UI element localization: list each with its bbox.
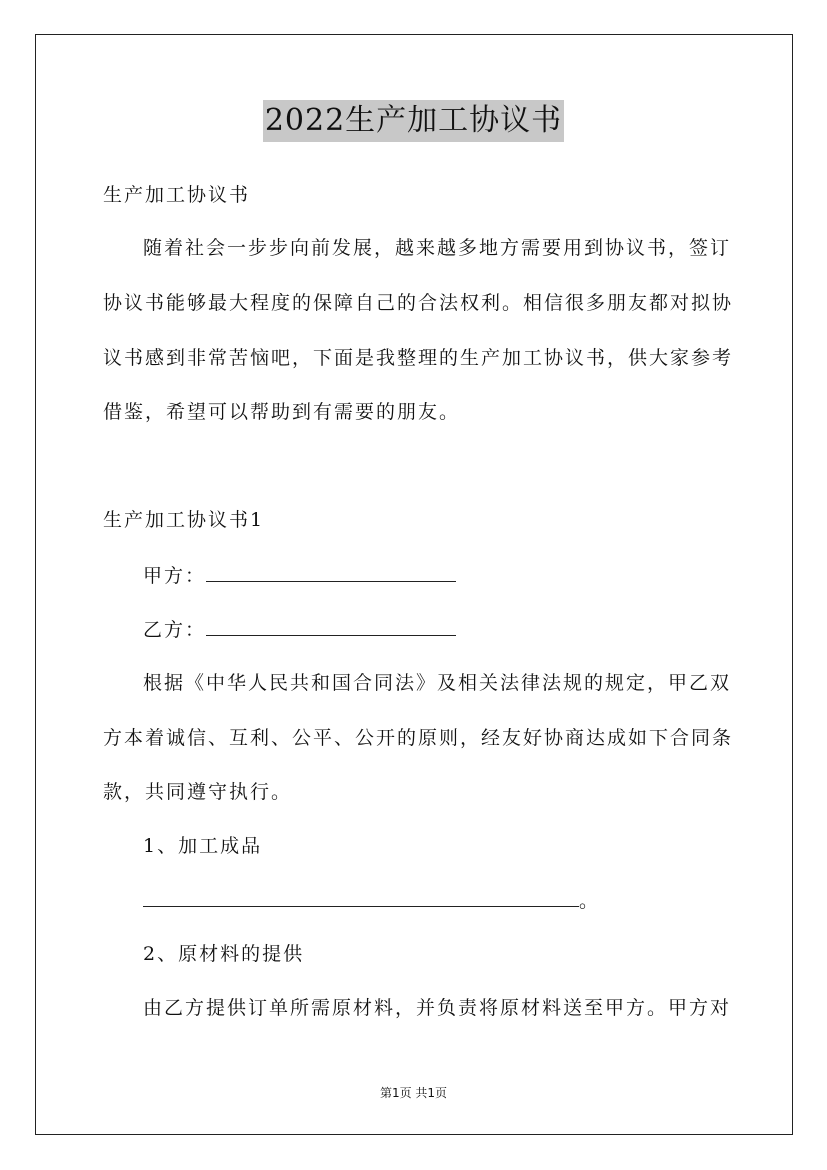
item1-blank bbox=[143, 888, 579, 907]
item1-title: 1、加工成品 bbox=[143, 835, 263, 857]
item1-blank-row bbox=[143, 888, 600, 913]
item1-end: 。 bbox=[579, 890, 601, 912]
party-a-row bbox=[143, 563, 456, 588]
intro-line-1: 随着社会一步步向前发展，越来越多地方需要用到协议书，签订 bbox=[143, 237, 732, 259]
document-subtitle: 生产加工协议书 bbox=[103, 184, 251, 206]
basis-line-1: 根据《中华人民共和国合同法》及相关法律法规的规定，甲乙双 bbox=[143, 672, 732, 694]
party-b-blank bbox=[206, 617, 456, 636]
section-title: 生产加工协议书1 bbox=[103, 509, 265, 531]
party-b-label: 乙方： bbox=[143, 619, 207, 641]
title-container bbox=[0, 100, 827, 142]
basis-line-3: 款，共同遵守执行。 bbox=[103, 781, 293, 803]
party-b-row bbox=[143, 617, 456, 642]
party-a-label: 甲方： bbox=[143, 565, 207, 587]
basis-line-2: 方本着诚信、互利、公平、公开的原则，经友好协商达成如下合同条 bbox=[103, 727, 734, 749]
item2-title: 2、原材料的提供 bbox=[143, 943, 305, 965]
document-title: 2022生产加工协议书 bbox=[263, 100, 564, 142]
item2-text: 由乙方提供订单所需原材料，并负责将原材料送至甲方。甲方对 bbox=[143, 997, 732, 1019]
intro-line-2: 协议书能够最大程度的保障自己的合法权利。相信很多朋友都对拟协 bbox=[103, 292, 734, 314]
intro-line-3: 议书感到非常苦恼吧，下面是我整理的生产加工协议书，供大家参考 bbox=[103, 347, 734, 369]
party-a-blank bbox=[206, 563, 456, 582]
intro-line-4: 借鉴，希望可以帮助到有需要的朋友。 bbox=[103, 401, 461, 423]
page-footer: 第1页 共1页 bbox=[379, 1086, 448, 1100]
